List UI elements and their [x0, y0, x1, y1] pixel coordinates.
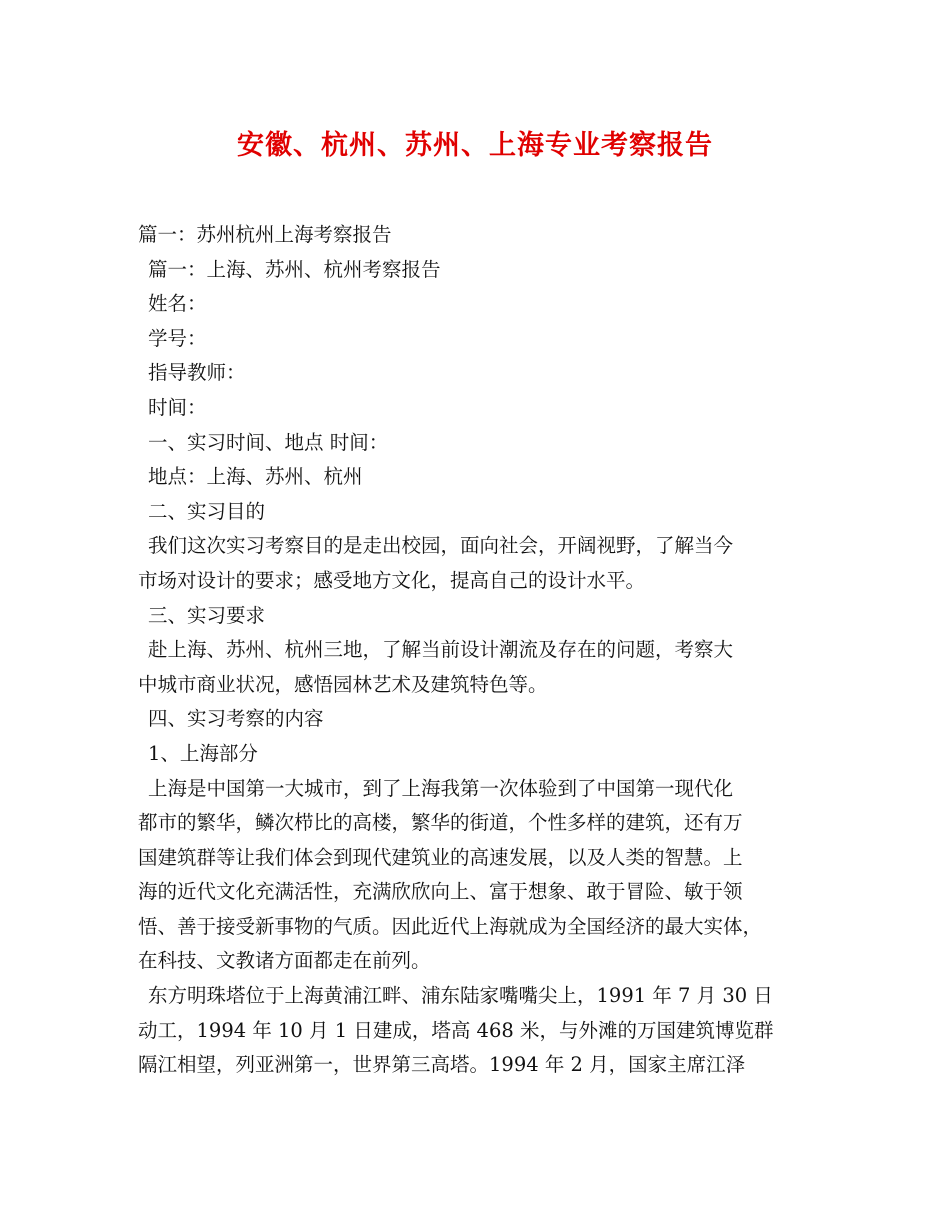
text-line: 在科技、文教诸方面都走在前列。 [138, 949, 431, 973]
text-line: 隔江相望，列亚洲第一，世界第三高塔。1994 年 2 月，国家主席江泽 [138, 1053, 746, 1077]
text-line: 学号： [148, 326, 207, 350]
text-line: 姓名： [148, 292, 207, 316]
text-line: 东方明珠塔位于上海黄浦江畔、浦东陆家嘴嘴尖上，1991 年 7 月 30 日 [148, 984, 773, 1008]
text-line: 国建筑群等让我们体会到现代建筑业的高速发展，以及人类的智慧。上 [138, 845, 743, 869]
text-line: 三、实习要求 [148, 603, 266, 627]
text-line: 都市的繁华，鳞次栉比的高楼，繁华的街道，个性多样的建筑，还有万 [138, 811, 743, 835]
text-line: 我们这次实习考察目的是走出校园，面向社会，开阔视野，了解当今 [148, 534, 734, 558]
text-line: 篇一：苏州杭州上海考察报告 [138, 223, 392, 246]
text-line: 二、实习目的 [148, 499, 266, 523]
text-line: 时间： [148, 395, 207, 419]
text-line: 海的近代文化充满活性，充满欣欣向上、富于想象、敢于冒险、敏于领 [138, 880, 743, 904]
text-line: 悟、善于接受新事物的气质。因此近代上海就成为全国经济的最大实体， [138, 914, 763, 938]
document-title: 安徽、杭州、苏州、上海专业考察报告 [237, 130, 713, 161]
text-line: 一、实习时间、地点 时间： [148, 430, 389, 454]
text-line: 动工，1994 年 10 月 1 日建成，塔高 468 米，与外滩的万国建筑博览群 [138, 1018, 774, 1042]
text-line: 指导教师： [148, 361, 246, 385]
text-line: 四、实习考察的内容 [148, 707, 324, 731]
text-line: 市场对设计的要求；感受地方文化，提高自己的设计水平。 [138, 568, 646, 592]
text-line: 赴上海、苏州、杭州三地，了解当前设计潮流及存在的问题，考察大 [148, 638, 734, 662]
text-line: 1、上海部分 [148, 741, 258, 765]
text-line: 中城市商业状况，感悟园林艺术及建筑特色等。 [138, 672, 548, 696]
text-line: 地点：上海、苏州、杭州 [148, 465, 363, 489]
document-body [138, 218, 828, 1083]
text-line: 上海是中国第一大城市，到了上海我第一次体验到了中国第一现代化 [148, 776, 734, 800]
text-line: 篇一：上海、苏州、杭州考察报告 [148, 257, 441, 281]
